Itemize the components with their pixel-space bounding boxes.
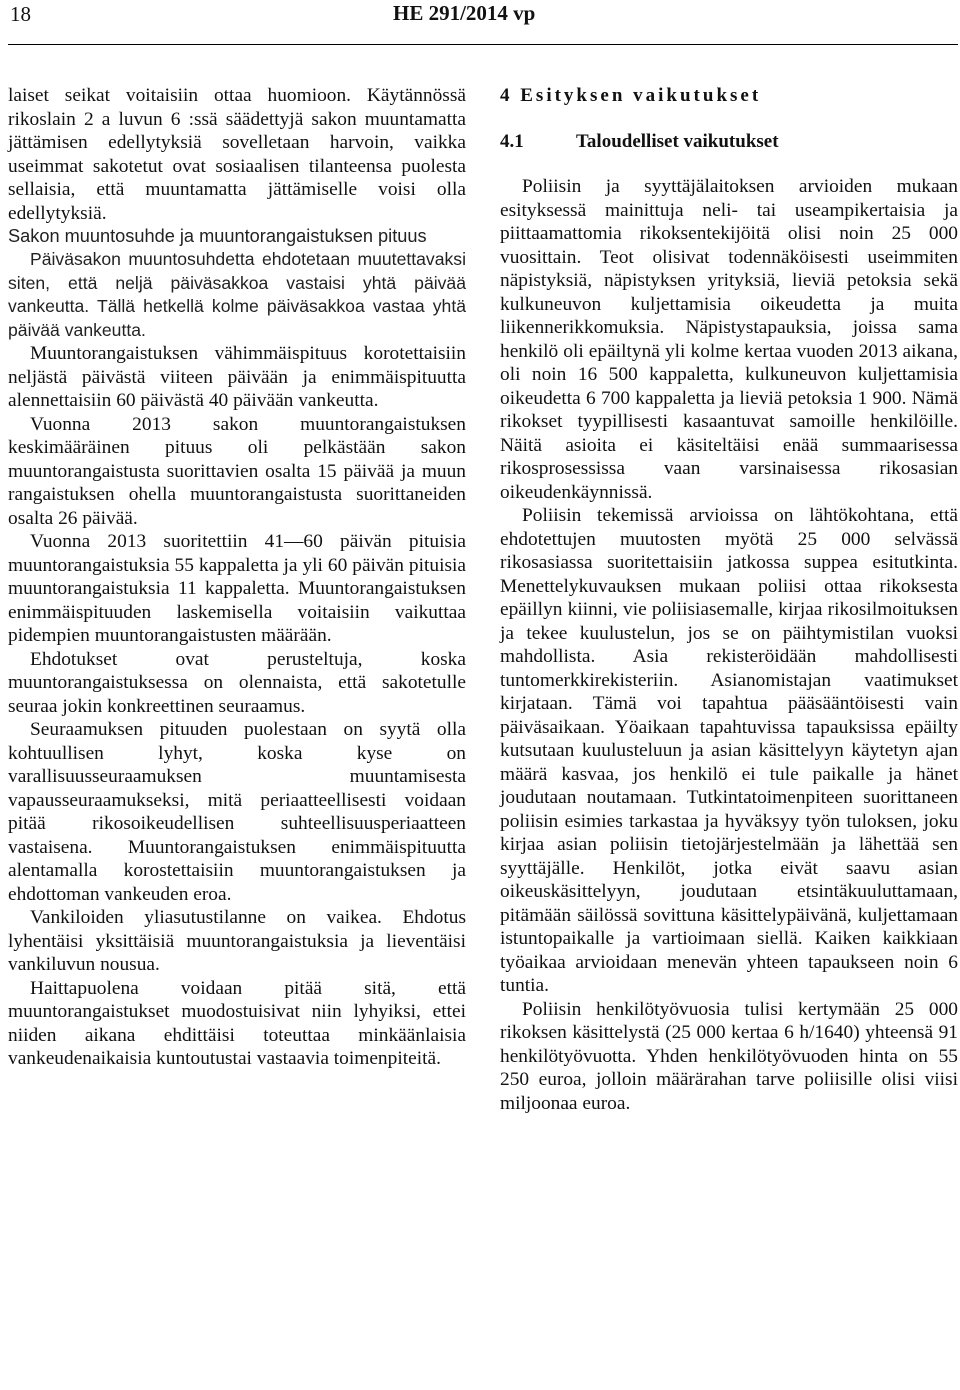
subsection-heading [500, 130, 958, 154]
paragraph: Seuraamuksen pituuden puolestaan on syytä olla kohtuullisen lyhyt, koska kyse on varallisuusseuraamuksen muuntamisesta vapausseuraamukseksi, mitä periaatteellisesti voidaan pitää rikosoikeudellisen suhteellisuusperiaatteen vastaisena. Muuntorangaistuksen enimmäispituutta alentamalla korostettaisiin muuntorangaistuksen ja ehdottoman vankeuden eroa. [8, 719, 466, 905]
paragraph: Vuonna 2013 suoritettiin 41—60 päivän pituisia muuntorangaistuksia 55 kappaletta ja yli 60 päivän pituisia muuntorangaistuksia 11 kappaletta. Muuntorangaistuksen enimmäispituuden laskemisella voitaisiin vaikuttaa pidempien muuntorangaistusten määrään. [8, 531, 466, 646]
page-number: 18 [10, 2, 31, 26]
page-header [0, 0, 960, 40]
paragraph: Vankiloiden yliasutustilanne on vaikea. Ehdotus lyhentäisi yksittäisiä muuntorangaistuksia ja lieventäisi vankiluvun nousua. [8, 907, 466, 975]
paragraph: Haittapuolena voidaan pitää sitä, että muuntorangaistukset muodostuisivat niin lyhyiksi, ettei niiden aikana ehdittäisi toteuttaa minkäänlaisia vankeudenaikaisia kuntoutustai vastaavia toimenpiteitä. [8, 977, 466, 1069]
paragraph: Muuntorangaistuksen vähimmäispituus korotettaisiin neljästä päivästä viiteen päivään ja enimmäispituutta alennettaisiin 60 päivästä 40 päivään vankeutta. [8, 343, 466, 411]
header-rule [8, 44, 958, 45]
paragraph: Poliisin henkilötyövuosia tulisi kertymään 25 000 rikoksen käsittelystä (25 000 kertaa 6 h/1640) yhteensä 91 henkilötyövuotta. Yhden henkilötyövuoden hinta on 55 250 euroa, jolloin määrärahan tarve poliisille olisi viisi miljoonaa euroa. [500, 998, 958, 1114]
paragraph: Päiväsakon muuntosuhdetta ehdotetaan muutettavaksi siten, että neljä päiväsakkoa vastaisi yhtä päivää vankeutta. Tällä hetkellä kolme päiväsakkoa vastaa yhtä päivää vankeutta. [8, 249, 466, 340]
right-column [500, 84, 958, 1115]
document-id: HE 291/2014 vp [393, 1, 536, 25]
subheading: Sakon muuntosuhde ja muuntorangaistuksen pituus [8, 226, 427, 246]
subsection-title: Taloudelliset vaikutukset [576, 130, 779, 152]
paragraph: Ehdotukset ovat perusteltuja, koska muuntorangaistuksessa on olennaista, että sakotetulle seuraa jokin konkreettinen seuraamus. [8, 648, 466, 717]
paragraph: Poliisin tekemissä arvioissa on lähtökohtana, että ehdotettujen muutosten myötä 25 000 selvässä rikosasiassa suoritettaisiin jatkossa suppea esitutkinta. Menettelykuvauksen mukaan poliisi ottaa rikoksesta epäillyn kiinni, vie poliisiasemalle, kirjaa rikosilmoituksen ja tekee kuulustelun, jos se on päihtymistilan vuoksi mahdollista. Asia rekisteröidään mahdollisesti tuntomerkkirekisteriin. Asianomistajan vaatimukset kirjataan. Tämä voi tapahtua pääsääntöisesti vain päiväsaikaan. Yöaikaan tapahtuvissa tapauksissa epäilty kutsutaan kuulusteluun ja asian käsittelyyn käytetyn ajan määrä kasvaa, jos henkilö ei tule paikalle ja hänet joudutaan noutamaan. Tutkintatoimenpiteen suorittaneen poliisin esimies tarkastaa ja hyväksyy työn tuloksen, joku kirjaa asian poliisin tietojärjestelmään ja lähettää sen syyttäjälle. Henkilöt, jotka eivät saavu asian oikeuskäsittelyyn, joudutaan etsintäkuuluttamaan, pitämään säilössä sovittuna käsittelypäivänä, kuljettamaan istuntopaikalle ja vartioimaan siellä. Kaiken kaikkiaan työaikaa arvioidaan menevän yhteen tapaukseen noin 6 tuntia. [500, 505, 958, 996]
paragraph: Vuonna 2013 sakon muuntorangaistuksen keskimääräinen pituus oli pelkästään sakon muuntorangaistusta suorittavien osalta 15 päivää ja muun rangaistuksen ohella muuntorangaistusta suorittaneiden osalta 26 päivää. [8, 413, 466, 529]
paragraph: laiset seikat voitaisiin ottaa huomioon. Käytännössä rikoslain 2 a luvun 6 :ssä säädettyjä sakon muuntamatta jättämisen edellytyksiä sovelletaan harvoin, vaikka useimmat sakotetut ovat sosiaalisen tilanteensa puolesta sellaisia, että muuntamatta jättämiselle voisi olla edellytyksiä. [8, 85, 466, 224]
subsection-number: 4.1 [500, 130, 524, 152]
left-column [8, 84, 466, 1071]
paragraph: Poliisin ja syyttäjälaitoksen arvioiden mukaan esityksessä mainittuja neli- tai useampikertaisia ja piittaamattomia rikoksentekijöitä olisi noin 25 000 vuosittain. Teot olisivat todennäköisesti useimmiten näpistyksiä, näpistyksen yrityksiä, lieviä petoksia sekä kulkuneuvon kuljettamisia oikeudetta ja muita liikennerikkomuksia. Näpistystapauksia, joissa sama henkilö oli epäiltynä yli kolme kertaa vuoden 2013 aikana, oli noin 16 500 kappaletta, kulkuneuvon kuljettamisia oikeudetta 6 700 kappaletta ja lieviä petoksia 1 900. Nämä rikokset tyypillisesti kasaantuvat samoille henkilöille. Näitä asioita ei käsiteltäisi enää summaarisessa rikosprosessissa vaan varsinaisessa rikosasian oikeudenkäynnissä. [500, 176, 958, 503]
section-heading: 4 Esityksen vaikutukset [500, 85, 762, 106]
